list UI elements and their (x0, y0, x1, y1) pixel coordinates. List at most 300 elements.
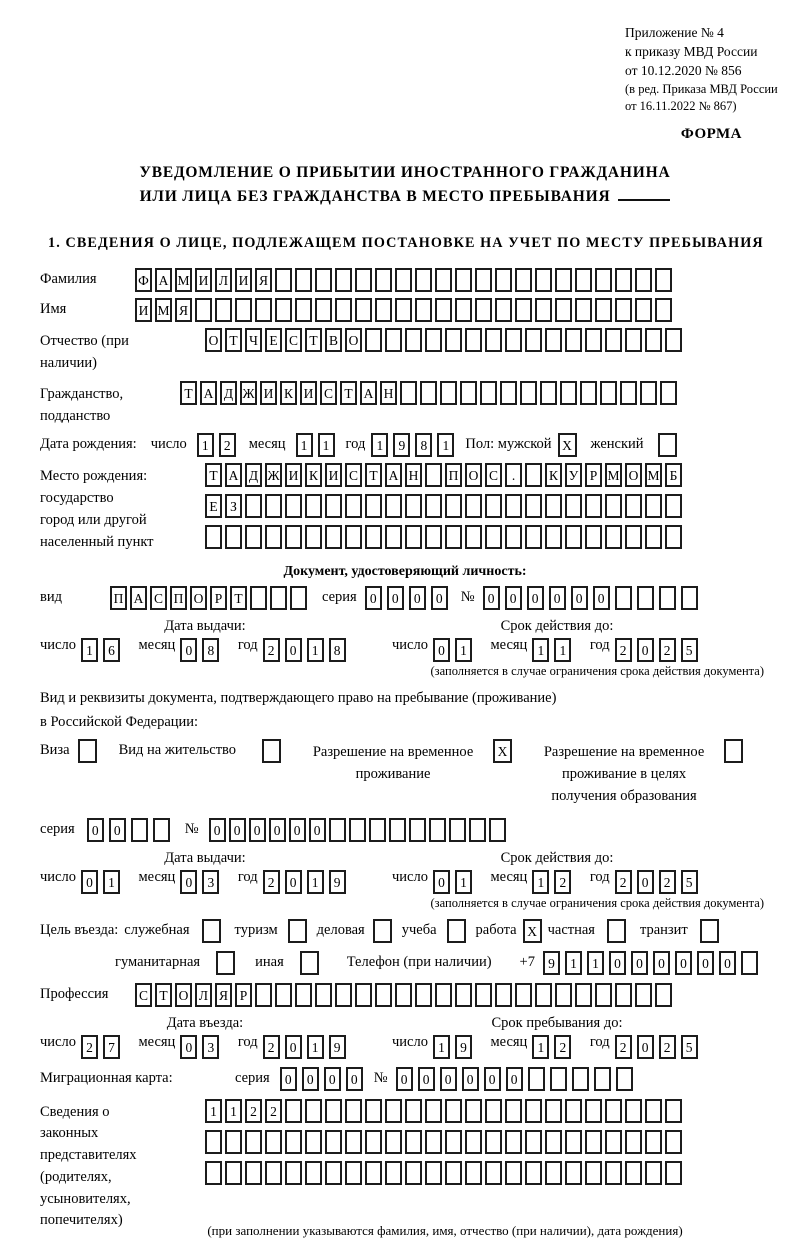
visa-label: Виза (40, 742, 70, 759)
char-cell: М (605, 463, 622, 487)
residence-doc-dates: Дата выдачи: число 0 1 месяц 0 3 год 2 0 1 9 Срок действия до: число 0 1 месяц 1 2 год 2 0 2 5 (40, 850, 770, 894)
char-cell (425, 494, 442, 518)
char-cell (465, 1130, 482, 1154)
char-cell: 0 (180, 1035, 197, 1059)
char-cell: 2 (659, 638, 676, 662)
char-cell (616, 1067, 633, 1091)
char-cell: 0 (483, 586, 500, 610)
char-cell (555, 983, 572, 1007)
char-cell: 1 (554, 638, 571, 662)
char-cell (659, 586, 676, 610)
char-cell (405, 1161, 422, 1185)
char-cell (355, 298, 372, 322)
char-cell: Т (205, 463, 222, 487)
char-cell: 0 (309, 818, 326, 842)
char-cell (545, 494, 562, 518)
char-cell: 1 (532, 638, 549, 662)
char-cell: 1 (455, 870, 472, 894)
char-cell: И (260, 381, 277, 405)
birth-month-field[interactable] (296, 433, 340, 457)
char-cell (645, 328, 662, 352)
char-cell (460, 381, 477, 405)
validity-note2: (заполняется в случае ограничения срока действия документа) (430, 895, 764, 910)
char-cell: У (565, 463, 582, 487)
char-cell (415, 983, 432, 1007)
char-cell (335, 268, 352, 292)
char-cell: 1 (307, 870, 324, 894)
char-cell: 0 (396, 1067, 413, 1091)
char-cell: О (175, 983, 192, 1007)
char-cell (365, 494, 382, 518)
temp-residence-education-checkbox[interactable] (724, 739, 743, 763)
char-cell (594, 1067, 611, 1091)
char-cell: 1 (318, 433, 335, 457)
char-cell (465, 328, 482, 352)
doc-issue-month[interactable] (180, 638, 224, 662)
char-cell: П (110, 586, 127, 610)
char-cell (565, 1099, 582, 1123)
char-cell (525, 463, 542, 487)
patronymic-field[interactable] (205, 328, 685, 352)
char-cell: 1 (205, 1099, 222, 1123)
char-cell (475, 983, 492, 1007)
visa-checkbox[interactable] (78, 739, 97, 763)
gender-male-checkbox[interactable]: X (558, 433, 577, 457)
char-cell: 2 (615, 1035, 632, 1059)
char-cell (540, 381, 557, 405)
edition-line: от 16.11.2022 № 867) (625, 98, 737, 113)
stay-day[interactable] (433, 1035, 477, 1059)
char-cell (305, 1161, 322, 1185)
purpose-humanitarian-checkbox[interactable] (216, 951, 235, 975)
char-cell: О (465, 463, 482, 487)
char-cell (445, 1099, 462, 1123)
char-cell (425, 1130, 442, 1154)
purpose-work-checkbox[interactable]: X (523, 919, 542, 943)
stay-year[interactable] (615, 1035, 703, 1059)
entry-month[interactable] (180, 1035, 224, 1059)
char-cell: Я (175, 298, 192, 322)
char-cell: 1 (532, 1035, 549, 1059)
char-cell: С (285, 328, 302, 352)
char-cell (225, 1161, 242, 1185)
legal-reps-block (40, 1099, 770, 1239)
char-cell (645, 494, 662, 518)
char-cell (565, 525, 582, 549)
res-series-label: серия (40, 820, 75, 837)
char-cell: Р (210, 586, 227, 610)
purpose-study-checkbox[interactable] (447, 919, 466, 943)
char-cell: 0 (109, 818, 126, 842)
char-cell: 0 (180, 870, 197, 894)
char-cell (275, 268, 292, 292)
res-issue-month[interactable] (180, 870, 224, 894)
char-cell: 0 (87, 818, 104, 842)
char-cell (375, 983, 392, 1007)
char-cell: 0 (653, 951, 670, 975)
char-cell: О (625, 463, 642, 487)
char-cell (605, 525, 622, 549)
migration-number-field[interactable] (396, 1067, 638, 1091)
doc-series-field[interactable] (365, 586, 453, 610)
char-cell (245, 1130, 262, 1154)
char-cell: 2 (554, 1035, 571, 1059)
char-cell: 1 (532, 870, 549, 894)
purpose-transit-checkbox[interactable] (700, 919, 719, 943)
char-cell (425, 1099, 442, 1123)
char-cell (325, 1161, 342, 1185)
char-cell (405, 328, 422, 352)
char-cell: . (505, 463, 522, 487)
char-cell: 0 (505, 586, 522, 610)
char-cell (615, 268, 632, 292)
char-cell (625, 328, 642, 352)
char-cell (329, 818, 346, 842)
patronymic-label: Отчество (при наличии) (40, 333, 129, 372)
char-cell (515, 268, 532, 292)
char-cell (349, 818, 366, 842)
surname-field[interactable] (135, 268, 675, 292)
char-cell (505, 1161, 522, 1185)
res-issue-day[interactable] (81, 870, 125, 894)
gender-label: Пол: мужской (465, 436, 552, 453)
char-cell (235, 298, 252, 322)
char-cell (375, 268, 392, 292)
char-cell: Ж (265, 463, 282, 487)
char-cell (585, 494, 602, 518)
char-cell: 5 (681, 1035, 698, 1059)
char-cell (665, 1099, 682, 1123)
char-cell: Ж (240, 381, 257, 405)
char-cell (505, 1099, 522, 1123)
char-cell: Н (380, 381, 397, 405)
visit-purpose-row1: Цель въезда: служебная туризм деловая учеба работа X частная транзит (40, 919, 770, 943)
purpose-official-checkbox[interactable] (202, 919, 221, 943)
char-cell (635, 983, 652, 1007)
residence-doc-options (40, 739, 770, 807)
visit-purpose-row2: гуманитарная иная Телефон (при наличии) +7 9 1 1 0 0 0 0 0 0 (40, 951, 770, 975)
legal-reps-row3-field[interactable] (205, 1161, 685, 1185)
char-cell (660, 381, 677, 405)
char-cell (425, 328, 442, 352)
char-cell (250, 586, 267, 610)
char-cell (365, 328, 382, 352)
char-cell (545, 328, 562, 352)
char-cell: А (225, 463, 242, 487)
birth-date-row (40, 433, 770, 457)
char-cell (525, 1130, 542, 1154)
char-cell (469, 818, 486, 842)
char-cell: 0 (285, 870, 302, 894)
res-valid-year[interactable] (615, 870, 703, 894)
form-title (40, 161, 770, 209)
char-cell (489, 818, 506, 842)
char-cell (295, 983, 312, 1007)
char-cell (545, 1099, 562, 1123)
entry-day[interactable] (81, 1035, 125, 1059)
char-cell (635, 268, 652, 292)
char-cell: Л (215, 268, 232, 292)
doc-kind-field[interactable] (110, 586, 310, 610)
char-cell: 0 (289, 818, 306, 842)
char-cell (440, 381, 457, 405)
char-cell (415, 298, 432, 322)
char-cell (449, 818, 466, 842)
char-cell (565, 1130, 582, 1154)
char-cell: 0 (409, 586, 426, 610)
char-cell: Р (585, 463, 602, 487)
char-cell (505, 525, 522, 549)
char-cell (385, 525, 402, 549)
doc-valid-month[interactable] (532, 638, 576, 662)
char-cell (205, 1161, 222, 1185)
char-cell (565, 494, 582, 518)
res-series-field[interactable] (87, 818, 175, 842)
citizenship-field[interactable] (180, 381, 680, 405)
char-cell (435, 298, 452, 322)
char-cell (620, 381, 637, 405)
char-cell: И (285, 463, 302, 487)
birthplace-row1-field[interactable] (205, 463, 685, 487)
doc-issue-year[interactable] (263, 638, 351, 662)
residence-permit-checkbox[interactable] (262, 739, 281, 763)
char-cell (335, 983, 352, 1007)
char-cell: 0 (506, 1067, 523, 1091)
stay-month[interactable] (532, 1035, 576, 1059)
char-cell (645, 525, 662, 549)
char-cell (355, 983, 372, 1007)
char-cell: 1 (437, 433, 454, 457)
temp-residence-education-label: Разрешение на временное проживание в целях получения образования (543, 744, 705, 804)
char-cell: 9 (393, 433, 410, 457)
char-cell (325, 1099, 342, 1123)
char-cell (515, 298, 532, 322)
purpose-business-checkbox[interactable] (373, 919, 392, 943)
res-valid-day[interactable] (433, 870, 477, 894)
char-cell (615, 586, 632, 610)
char-cell (555, 298, 572, 322)
char-cell: О (345, 328, 362, 352)
birthplace-row2-field[interactable] (205, 494, 685, 518)
char-cell: 0 (81, 870, 98, 894)
char-cell (681, 586, 698, 610)
char-cell: 8 (202, 638, 219, 662)
char-cell (345, 1099, 362, 1123)
char-cell (465, 1099, 482, 1123)
char-cell (575, 983, 592, 1007)
char-cell: А (385, 463, 402, 487)
char-cell: И (325, 463, 342, 487)
char-cell (565, 1161, 582, 1185)
char-cell: С (150, 586, 167, 610)
doc-valid-day[interactable] (433, 638, 477, 662)
char-cell (205, 1130, 222, 1154)
char-cell (485, 1130, 502, 1154)
char-cell (595, 983, 612, 1007)
doc-valid-year[interactable] (615, 638, 703, 662)
doc-number-field[interactable] (483, 586, 703, 610)
char-cell (585, 525, 602, 549)
char-cell (405, 1099, 422, 1123)
char-cell: Т (155, 983, 172, 1007)
char-cell: И (195, 268, 212, 292)
birthplace-row3-field[interactable] (205, 525, 685, 549)
char-cell: 5 (681, 870, 698, 894)
char-cell: 2 (81, 1035, 98, 1059)
char-cell: 2 (659, 870, 676, 894)
char-cell: 1 (197, 433, 214, 457)
res-valid-month[interactable] (532, 870, 576, 894)
char-cell: Л (195, 983, 212, 1007)
char-cell: К (280, 381, 297, 405)
char-cell: А (130, 586, 147, 610)
migration-series-field[interactable] (280, 1067, 368, 1091)
char-cell: 8 (415, 433, 432, 457)
given-name-field[interactable] (135, 298, 675, 322)
doc-issue-day[interactable] (81, 638, 125, 662)
char-cell (365, 1130, 382, 1154)
char-cell (395, 983, 412, 1007)
gender-female-checkbox[interactable] (658, 433, 677, 457)
visit-purpose-label: Цель въезда: (40, 921, 119, 938)
char-cell (550, 1067, 567, 1091)
char-cell: 0 (302, 1067, 319, 1091)
char-cell (385, 1161, 402, 1185)
purpose-tourism-checkbox[interactable] (288, 919, 307, 943)
char-cell: 0 (549, 586, 566, 610)
char-cell (275, 298, 292, 322)
char-cell: 1 (433, 1035, 450, 1059)
given-name-label: Имя (40, 301, 67, 318)
char-cell (245, 525, 262, 549)
char-cell: И (135, 298, 152, 322)
char-cell (345, 1130, 362, 1154)
char-cell: 0 (631, 951, 648, 975)
doc-number-label: № (460, 589, 475, 606)
char-cell (515, 983, 532, 1007)
birth-year-field[interactable] (371, 433, 459, 457)
char-cell (637, 586, 654, 610)
phone-label: Телефон (при наличии) (346, 953, 492, 970)
residence-permit-label: Вид на жительство (118, 742, 237, 759)
char-cell: 1 (371, 433, 388, 457)
char-cell (545, 525, 562, 549)
char-cell: 1 (307, 638, 324, 662)
char-cell: К (545, 463, 562, 487)
char-cell (595, 268, 612, 292)
char-cell: 0 (324, 1067, 341, 1091)
char-cell (465, 1161, 482, 1185)
char-cell: П (170, 586, 187, 610)
char-cell (665, 1130, 682, 1154)
char-cell (385, 1130, 402, 1154)
appendix-reference (625, 24, 800, 114)
char-cell (545, 1161, 562, 1185)
char-cell (445, 494, 462, 518)
char-cell (445, 328, 462, 352)
char-cell (480, 381, 497, 405)
char-cell: А (200, 381, 217, 405)
char-cell (265, 494, 282, 518)
char-cell (315, 298, 332, 322)
profession-field[interactable] (135, 983, 675, 1007)
legal-reps-label: Сведения о законных представителях (родителях, усыновителях, попечителях) (40, 1103, 137, 1229)
char-cell (525, 525, 542, 549)
char-cell (505, 494, 522, 518)
legal-reps-note: (при заполнении указываются фамилия, имя, отчество (при наличии), дата рождения) (207, 1222, 683, 1238)
char-cell (525, 494, 542, 518)
purpose-private-checkbox[interactable] (607, 919, 626, 943)
phone-field[interactable] (543, 951, 763, 975)
char-cell (495, 983, 512, 1007)
char-cell: 0 (697, 951, 714, 975)
char-cell: 0 (365, 586, 382, 610)
char-cell: 1 (455, 638, 472, 662)
res-issue-year[interactable] (263, 870, 351, 894)
char-cell (385, 494, 402, 518)
char-cell: 0 (269, 818, 286, 842)
purpose-other-checkbox[interactable] (300, 951, 319, 975)
char-cell (315, 268, 332, 292)
char-cell: 9 (455, 1035, 472, 1059)
char-cell (195, 298, 212, 322)
char-cell (625, 525, 642, 549)
doc-series-label: серия (322, 589, 357, 606)
temp-residence-checkbox[interactable]: X (493, 739, 512, 763)
appendix-line: Приложение № 4 (625, 25, 724, 40)
char-cell: В (325, 328, 342, 352)
char-cell: 0 (229, 818, 246, 842)
birth-day-field[interactable] (197, 433, 241, 457)
char-cell (600, 381, 617, 405)
char-cell (595, 298, 612, 322)
char-cell: С (345, 463, 362, 487)
char-cell: 0 (280, 1067, 297, 1091)
legal-reps-row2-field[interactable] (205, 1130, 685, 1154)
char-cell: 0 (249, 818, 266, 842)
char-cell (395, 268, 412, 292)
title-underline (618, 187, 670, 201)
entry-year[interactable] (263, 1035, 351, 1059)
char-cell: 0 (462, 1067, 479, 1091)
legal-reps-row1-field[interactable] (205, 1099, 685, 1123)
char-cell (325, 494, 342, 518)
res-number-field[interactable] (209, 818, 509, 842)
char-cell: 0 (571, 586, 588, 610)
profession-label: Профессия (40, 985, 109, 1002)
char-cell (285, 525, 302, 549)
issue-date-head: Дата выдачи: (164, 618, 246, 635)
char-cell (475, 268, 492, 292)
doc-kind-label: вид (40, 589, 62, 606)
char-cell (305, 1130, 322, 1154)
char-cell: А (360, 381, 377, 405)
char-cell (295, 298, 312, 322)
char-cell: М (645, 463, 662, 487)
char-cell (645, 1099, 662, 1123)
char-cell (285, 1130, 302, 1154)
char-cell: 0 (637, 870, 654, 894)
char-cell (400, 381, 417, 405)
appendix-line: к приказу МВД России (625, 43, 758, 59)
char-cell: 0 (180, 638, 197, 662)
char-cell (585, 328, 602, 352)
form-title-line2: ИЛИ ЛИЦА БЕЗ ГРАЖДАНСТВА В МЕСТО ПРЕБЫВАНИЯ (40, 185, 770, 209)
char-cell: 2 (219, 433, 236, 457)
char-cell (345, 494, 362, 518)
char-cell: 0 (675, 951, 692, 975)
char-cell: Я (215, 983, 232, 1007)
